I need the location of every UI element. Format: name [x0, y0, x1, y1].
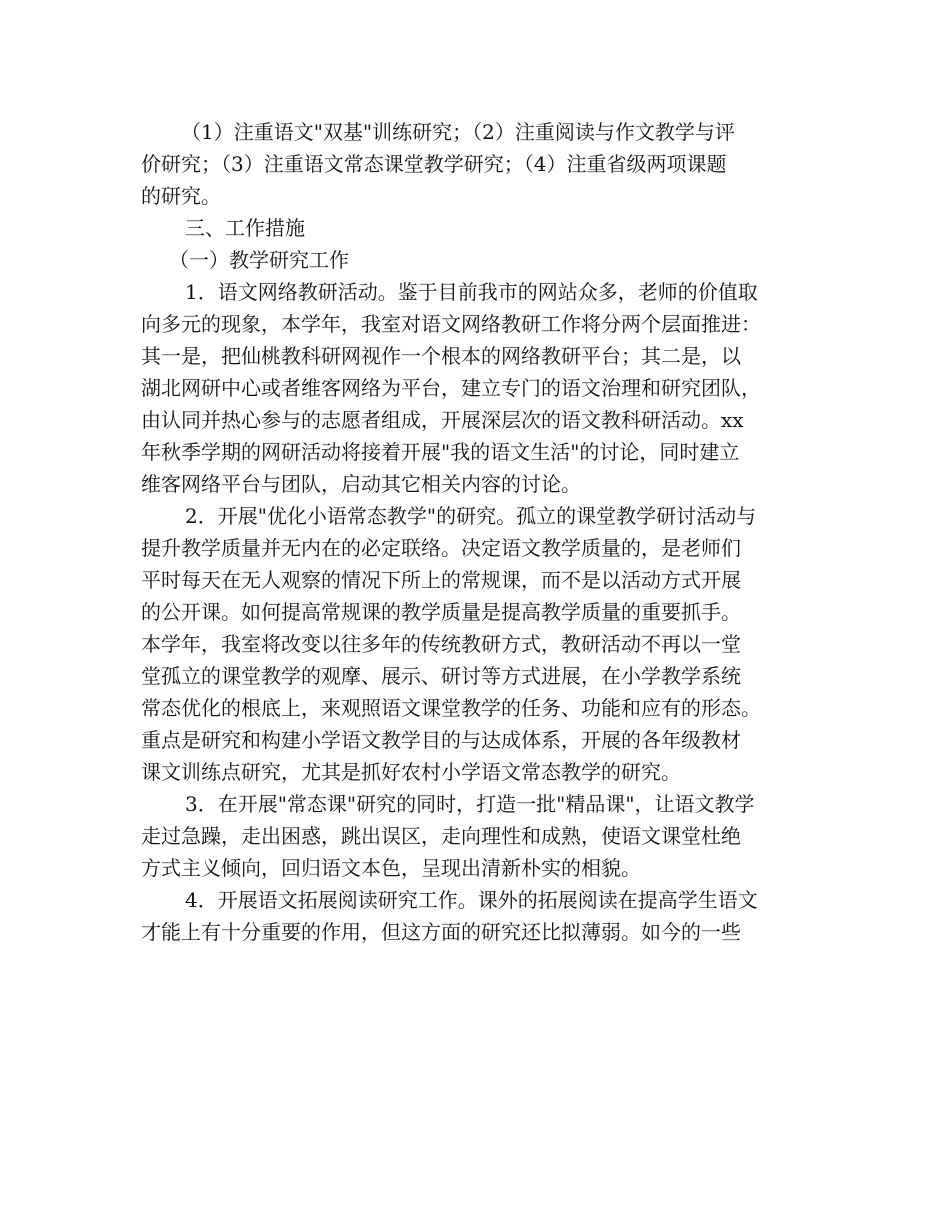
paragraph-line: 本学年，我室将改变以往多年的传统教研方式，教研活动不再以一堂 — [141, 632, 741, 656]
paragraph-line: （1）注重语文"双基"训练研究；（2）注重阅读与作文教学与评 — [181, 120, 735, 144]
paragraph-line: 1．语文网络教研活动。鉴于目前我市的网站众多，老师的价值取 — [185, 280, 758, 304]
paragraph-line: 其一是，把仙桃教科研网视作一个根本的网络教研平台；其二是，以 — [141, 344, 741, 368]
paragraph-line: 走过急躁，走出困惑，跳出误区，走向理性和成熟，使语文课堂杜绝 — [141, 824, 741, 848]
paragraph-line: 湖北网研中心或者维客网络为平台，建立专门的语文治理和研究团队， — [141, 376, 761, 400]
section-heading: 三、工作措施 — [185, 216, 305, 240]
paragraph-line: 平时每天在无人观察的情况下所上的常规课，而不是以活动方式开展 — [141, 568, 741, 592]
paragraph-line: 由认同并热心参与的志愿者组成，开展深层次的语文教科研活动。xx — [141, 408, 744, 432]
paragraph-line: 价研究；（3）注重语文常态课堂教学研究；（4）注重省级两项课题 — [141, 152, 727, 176]
paragraph-line: 维客网络平台与团队，启动其它相关内容的讨论。 — [141, 472, 581, 496]
paragraph-line: 课文训练点研究，尤其是抓好农村小学语文常态教学的研究。 — [141, 760, 681, 784]
paragraph-line: 年秋季学期的网研活动将接着开展"我的语文生活"的讨论，同时建立 — [141, 440, 740, 464]
paragraph-line: 提升教学质量并无内在的必定联络。决定语文教学质量的，是老师们 — [141, 536, 741, 560]
paragraph-line: 堂孤立的课堂教学的观摩、展示、研讨等方式进展，在小学教学系统 — [141, 664, 741, 688]
document-page — [141, 116, 813, 948]
paragraph-line: 3．在开展"常态课"研究的同时，打造一批"精品课"，让语文教学 — [185, 792, 755, 816]
paragraph-line: 的研究。 — [141, 184, 221, 208]
paragraph-line: 常态优化的根底上，来观照语文课堂教学的任务、功能和应有的形态。 — [141, 696, 761, 720]
paragraph-line: 方式主义倾向，回归语文本色，呈现出清新朴实的相貌。 — [141, 856, 641, 880]
paragraph-line: 的公开课。如何提高常规课的教学质量是提高教学质量的重要抓手。 — [141, 600, 741, 624]
paragraph-line: 重点是研究和构建小学语文教学目的与达成体系，开展的各年级教材 — [141, 728, 741, 752]
paragraph-line: 向多元的现象，本学年，我室对语文网络教研工作将分两个层面推进： — [141, 312, 761, 336]
paragraph-line: 才能上有十分重要的作用，但这方面的研究还比拟薄弱。如今的一些 — [141, 920, 741, 944]
paragraph-line: 2．开展"优化小语常态教学"的研究。孤立的课堂教学研讨活动与 — [185, 504, 757, 528]
subsection-heading: （一）教学研究工作 — [169, 248, 349, 272]
paragraph-line: 4．开展语文拓展阅读研究工作。课外的拓展阅读在提高学生语文 — [185, 888, 758, 912]
